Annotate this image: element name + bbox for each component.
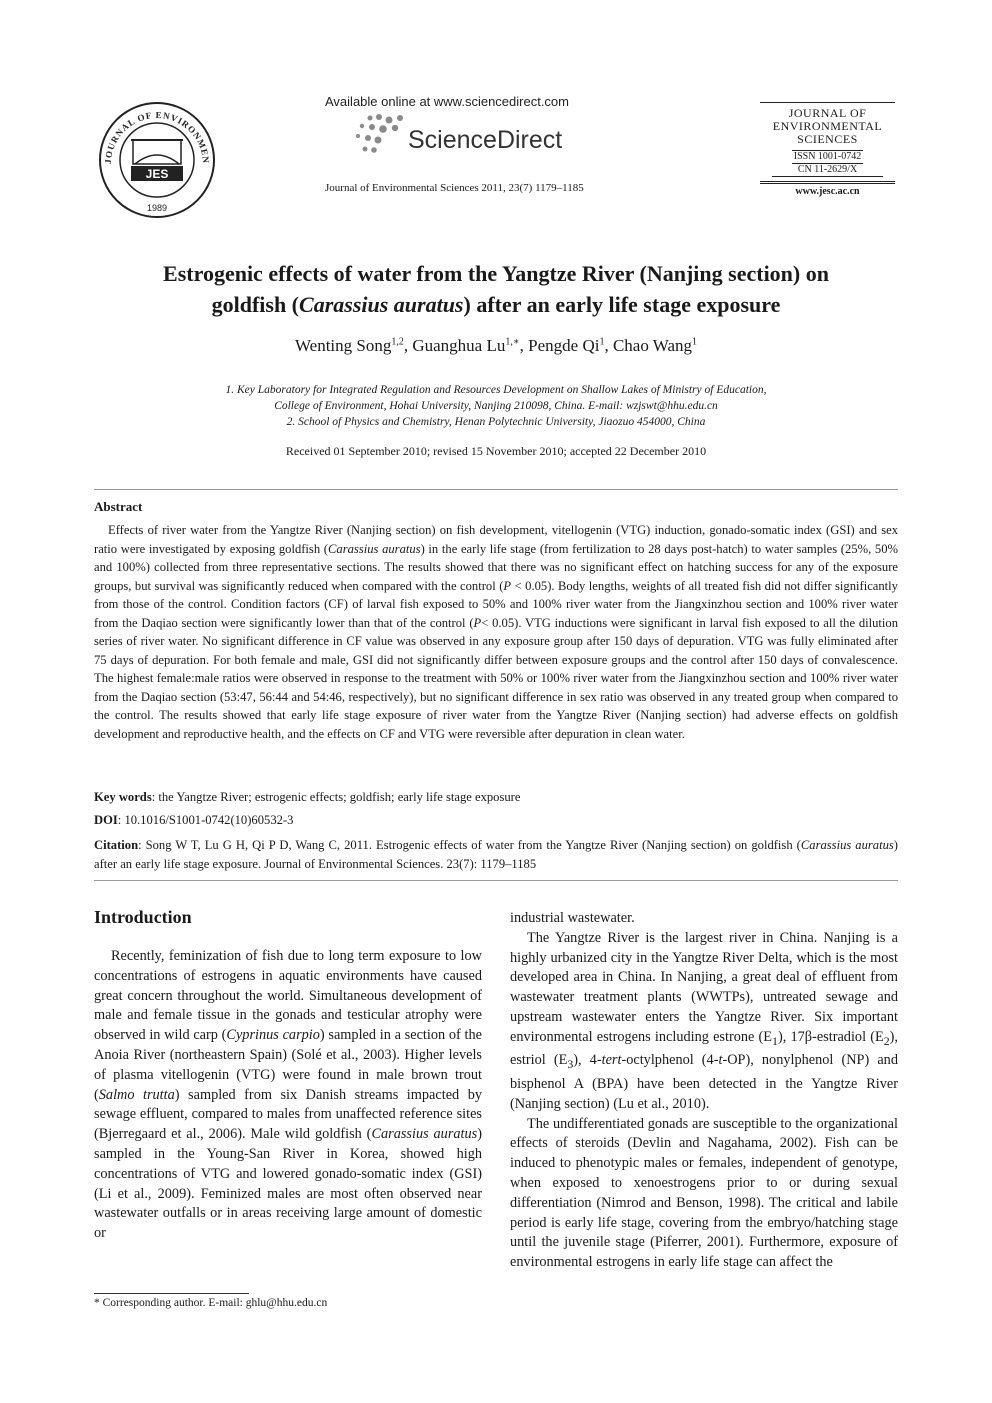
received-dates: Received 01 September 2010; revised 15 November 2010; accepted 22 December 2010	[285, 444, 707, 458]
abstract-heading: Abstract	[94, 499, 143, 514]
affiliation-line: 1. Key Laboratory for Integrated Regulation and Resources Development on Shallow Lakes of Ministry of Education,	[225, 384, 767, 396]
jes-logo-ring-text: JOURNAL OF ENVIRONMEN	[102, 109, 212, 165]
journal-citation-header: Journal of Environmental Sciences 2011, 23(7) 1179–1185	[325, 182, 584, 194]
article-title	[80, 258, 912, 320]
jes-logo-year: 1989	[146, 203, 168, 213]
masthead-line3: SCIENCES	[797, 132, 858, 146]
author-list	[80, 336, 912, 356]
sciencedirect-brand: ScienceDirect	[408, 126, 563, 154]
masthead-issn: ISSN 1001-0742	[793, 151, 862, 162]
jes-masthead-block	[760, 102, 895, 197]
affiliations	[80, 382, 912, 430]
author: Chao Wang$^1$	[612, 336, 698, 355]
jes-logo-text: JES	[145, 167, 169, 181]
sciencedirect-logo[interactable]	[348, 112, 588, 160]
author: Guanghua $Lu^{1,∗}$,	[412, 336, 529, 355]
author: Wenting Song$^{1,2}$,	[294, 336, 413, 355]
masthead-line2: ENVIRONMENTAL	[772, 119, 883, 133]
divider	[94, 489, 898, 490]
author: Pengde Qi$^1$,	[528, 336, 613, 355]
available-online-text: Available online at www.sciencedirect.com	[325, 94, 569, 109]
masthead-cn: CN 11-2629/X	[772, 164, 883, 177]
footnote-rule	[94, 1293, 249, 1294]
abstract-body: Effects of river water from the Yangtze River (Nanjing section) on fish development, vitellogenin (VTG) induction, gonado-somatic index (GSI) and sex ratio were investigated by exposing goldfish (Carassius auratus) in the early life stage (from fertilization to 28 days post-hatch) to water samples (25%, 50% and 100%) collected from three representative sections. The results showed that there was no significant effect on hatching success for any of the exposure groups, but survival was significantly reduced when compared with the control (P < 0.05). Body lengths, weights of all treated fish did not differ significantly from those of the control. Condition factors (CF) of larval fish exposed to 50% and 100% river water from the Jiangxinzhou section and 100% river water from the Daqiao section were significantly lower than that of the control (P< 0.05). VTG inductions were significant in larval fish exposed to all the dilution series of river water. No significant difference in CF value was observed in any exposure group after 150 days of depuration. VTG was fully eliminated after 75 days of depuration. For both female and male, GSI did not significantly differ between exposure groups and the control after 150 days of convalescence. The highest female:male ratios were observed in response to the treatment with 50% or 100% river water from the Jiangxinzhou section and 100% river water from the Daqiao section (53:47, 56:44 and 54:46, respectively), but no significant difference in sex ratio was observed in any treated group when compared to the control. The results showed that early life stage exposure of river water from the Yangtze River (Nanjing section) had adverse effects on goldfish development and reproductive health, and the effects on CF and VTG were reversible after depuration in clean water.	[94, 523, 898, 741]
masthead-line1: JOURNAL OF	[788, 106, 867, 120]
divider	[94, 880, 898, 881]
paragraph: The Yangtze River is the largest river in China. Nanjing is a highly urbanized city in the Yangtze River Delta, which is the most developed area in China. In Nanjing, a great deal of effluent from wastewater treatment plants (WWTPs), untreated sewage and upstream wastewater enters the Yangtze River. Six important environmental estrogens including estrone $(E_1)$, 17β-estradiol $(E_2)$, estriol $(E_3)$, 4-tert-octylphenol (4-t-OP), nonylphenol (NP) and bisphenol A (BPA) have been detected in the Yangtze River (Nanjing section) (Lu et al., 2010).	[510, 929, 899, 1112]
masthead-rule	[760, 102, 895, 103]
paragraph: Recently, feminization of fish due to long term exposure to low concentrations of estrogens in aquatic environments have caused great concern throughout the world. Simultaneous development of male and female tissue in the gonads and testicular atrophy were observed in wild carp (Cyprinus carpio) sampled in a section of the Anoia River (northeastern Spain) (Solé et al., 2003). Higher levels of plasma vitellogenin (VTG) were found in male brown trout (Salmo trutta) sampled from six Danish streams impacted by sewage effluent, compared to males from unaffected reference sites (Bjerregaard et al., 2006). Male wild goldfish (Carassius auratus) sampled in the Young-San River in Korea, showed high concentrations of VTG and lowered gonado-somatic index (GSI) (Li et al., 2009). Feminized males are most often observed near wastewater outfalls or in areas receiving large amount of domestic or	[94, 948, 482, 1242]
affiliation-line: 2. School of Physics and Chemistry, Henan Polytechnic University, Jiaozuo 454000, China	[286, 416, 706, 428]
doi[interactable]: DOI: 10.1016/S1001-0742(10)60532-3	[94, 813, 294, 827]
title-line1: Estrogenic effects of water from the Yangtze River (Nanjing section) on	[163, 261, 829, 286]
corresponding-author-footnote: * Corresponding author. E-mail: ghlu@hhu.edu.cn	[94, 1297, 328, 1309]
citation: Citation: Song W T, Lu G H, Qi P D, Wang C, 2011. Estrogenic effects of water from the Yangtze River (Nanjing section) on goldfish (Carassius auratus) after an early life stage exposure. Journal of Environmental Sciences. 23(7): 1179–1185	[94, 838, 898, 871]
introduction-heading: Introduction	[94, 907, 192, 927]
title-line2: goldfish (Carassius auratus) after an early life stage exposure	[211, 292, 781, 317]
keywords: Key words: the Yangtze River; estrogenic effects; goldfish; early life stage exposure	[94, 790, 521, 804]
masthead-website[interactable]: www.jesc.ac.cn	[760, 181, 895, 197]
sciencedirect-dots-icon	[356, 114, 403, 153]
paragraph: industrial wastewater.	[510, 910, 635, 926]
body-column-left	[94, 947, 482, 1244]
jes-journal-logo	[95, 100, 220, 220]
paragraph: The undifferentiated gonads are susceptible to the organizational effects of steroids (Devlin and Nagahama, 2002). Fish can be induced to phenotypic males or females, independent of genotype, when exposed to xenoestrogens prior to or during sexual differentiation (Nimrod and Benson, 1998). The critical and labile period is early life stage, covering from the embryo/hatching stage until the juvenile stage (Piferrer, 2001). Furthermore, exposure of environmental estrogens in early life stage can affect the	[510, 1115, 898, 1271]
body-column-right	[510, 909, 898, 1273]
affiliation-line: College of Environment, Hohai University, Nanjing 210098, China. E-mail: wzjswt@hhu.edu.cn	[274, 400, 718, 412]
